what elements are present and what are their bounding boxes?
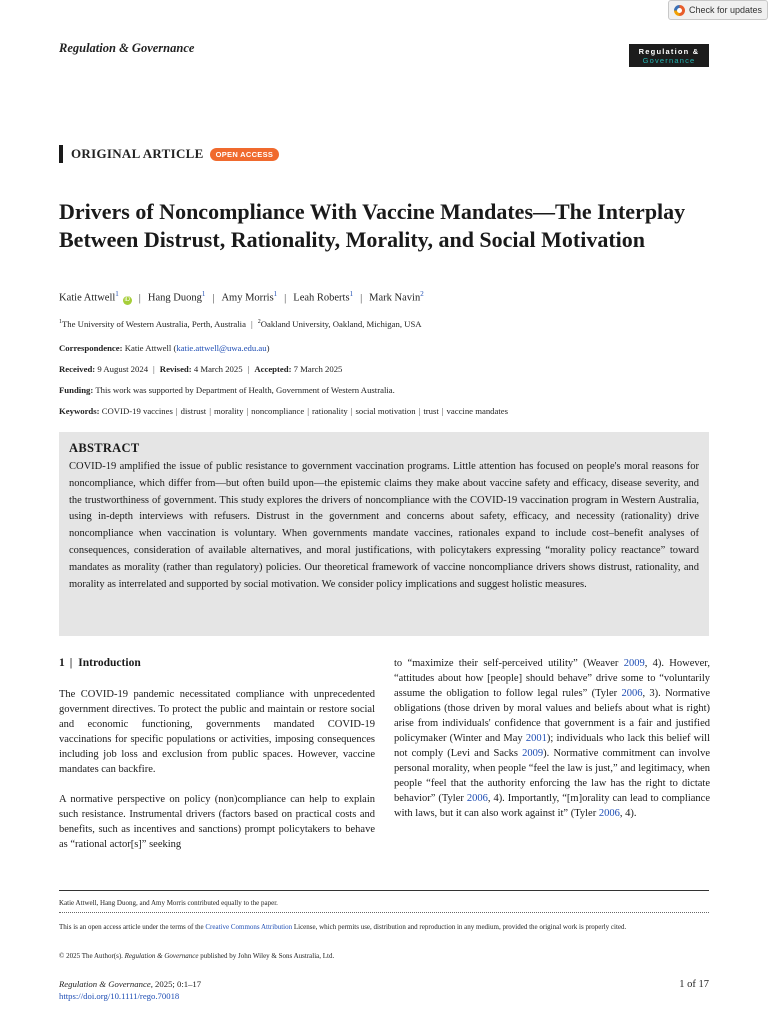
creative-commons-link[interactable]: Creative Commons Attribution (205, 923, 293, 931)
author-duong[interactable]: Hang Duong$^1$ (147, 290, 206, 304)
author-navin[interactable]: Mark Navin$^2$ (369, 290, 424, 304)
abstract-heading: ABSTRACT (69, 441, 140, 455)
keyword-separator: | (209, 406, 211, 416)
keyword-item: trust (423, 406, 439, 416)
keyword-separator: | (246, 406, 249, 416)
orcid-icon[interactable]: iD (124, 296, 131, 303)
journal-logo-line2: Governance (642, 55, 696, 65)
journal-logo (629, 44, 709, 67)
keyword-separator: | (350, 406, 353, 416)
keyword-separator: | (441, 406, 444, 416)
check-for-updates-label: Check for updates (689, 5, 763, 15)
keyword-item: distrust (180, 406, 207, 416)
keyword-separator: | (175, 406, 178, 416)
journal-name: Regulation & Governance (59, 41, 195, 55)
citation-link[interactable]: 2001 (525, 733, 547, 744)
article-type-label: ORIGINAL ARTICLE (71, 146, 204, 161)
paragraph: The COVID-19 pandemic necessitated compliance with unprecedented government directives. To protect the public and maintain or restore social and economic functioning, governments mandated COVID-19 vaccinations for specific populations or activities, imposing consequences including job loss and exclusion from public spaces. However, vaccine mandates can backfire. (59, 689, 375, 775)
keyword-separator: | (307, 406, 309, 416)
keyword-item: morality (213, 406, 244, 416)
article-dates: Received: 9 August 2024 | Revised: 4 March 2025 | Accepted: 7 March 2025 (59, 364, 343, 374)
open-access-badge: OPEN ACCESS (210, 148, 280, 161)
affiliations: $^1$The University of Western Australia, Perth, Australia | $^2$Oakland University, Oakland, Michigan, USA (59, 319, 422, 329)
citation-link[interactable]: 2006 (466, 793, 488, 804)
body-column-left (59, 656, 375, 867)
page-number: 1 of 17 (679, 979, 709, 990)
citation-link[interactable]: 2009 (623, 658, 645, 669)
keyword-item: vaccine mandates (446, 406, 509, 416)
section-heading-introduction: 1 | Introduction (59, 657, 141, 669)
correspondence: Correspondence: Katie Attwell (katie.attwell@uwa.edu.au) (59, 343, 270, 353)
keyword-separator: | (418, 406, 421, 416)
paragraph: A normative perspective on policy (non)compliance can help to explain such resistance. Instrumental drivers (factors based on practical costs and benefits, such as incentives and sanctions) prompt policytakers to behave as “rational actor[s]” seeking (59, 794, 375, 850)
copyright-note: © 2025 The Author(s). Regulation & Governance published by John Wiley & Sons Australia, Ltd. (59, 952, 335, 960)
keyword-item: social motivation (355, 406, 416, 416)
abstract-box (59, 432, 709, 636)
author-roberts[interactable]: Leah Roberts$^1$ (293, 290, 354, 304)
page-footer-citation: Regulation & Governance, 2025; 0:1–17 https://doi.org/10.1111/rego.70018 (59, 979, 202, 1001)
article-title: Drivers of Noncompliance With Vaccine Mandates—The Interplay Between Distrust, Rationality, Morality, and Social Motivation (59, 199, 686, 252)
funding: Funding: This work was supported by Department of Health, Government of Western Australia. (59, 385, 395, 395)
crossmark-icon (674, 5, 685, 16)
body-column-right (394, 656, 710, 836)
article-type (59, 145, 279, 163)
footnote-divider (59, 890, 709, 891)
abstract-text: COVID-19 amplified the issue of public resistance to government vaccination programs. Little attention has focused on people's moral reasons for noncompliance, which differ from—but often build upon—the epistemic claims they make about vaccine safety and efficacy, disease severity, and the trustworthiness of government. This study explores the drivers of noncompliance with the COVID-19 vaccination program in Western Australia, using in-depth interviews with refusers. Distrust in the government and concerns about safety, efficacy, and necessity (rationality) drive noncompliance when vaccination is voluntary. When governments mandate vaccines, rationales expand to include cost–benefit analyses of consequences, consideration of available alternatives, and moral justifications, with policytakers expressing “morality policy reactance” toward mandates as morality (rather than regulatory) policies. Our theoretical framework of vaccine noncompliance drivers shows distrust, rationality, and morality as interrelated and supported by social motivation. We consider policy implications and suggest holistic measures. (69, 461, 699, 590)
author-attwell[interactable]: Katie Attwell$^1$iD (59, 290, 131, 304)
keyword-item: noncompliance (251, 406, 305, 416)
correspondence-email-link[interactable]: katie.attwell@uwa.edu.au (176, 343, 267, 353)
journal-logo-line1: Regulation & (638, 46, 700, 56)
contribution-note: Katie Attwell, Hang Duong, and Amy Morris contributed equally to the paper. (59, 899, 278, 907)
keywords: Keywords: COVID-19 vaccines | distrust | morality | noncompliance | rationality | social motivation | trust | vaccine mandates (59, 406, 509, 416)
check-for-updates-button[interactable] (668, 0, 768, 20)
keyword-item: rationality (312, 406, 348, 416)
author-list: Katie Attwell$^1$iD | Hang Duong$^1$ | Amy Morris$^1$ | Leah Roberts$^1$ | Mark Navin$^2$ (59, 290, 424, 304)
license-note: This is an open access article under the terms of the Creative Commons Attribution License, which permits use, distribution and reproduction in any medium, provided the original work is properly cited. (59, 923, 627, 931)
keyword-item: COVID-19 vaccines (101, 406, 173, 416)
citation-link[interactable]: 2006 (621, 688, 643, 699)
citation-link[interactable]: 2006 (598, 808, 620, 819)
citation-link[interactable]: 2009 (522, 748, 544, 759)
author-morris[interactable]: Amy Morris$^1$ (221, 290, 278, 304)
doi-link[interactable]: https://doi.org/10.1111/rego.70018 (59, 990, 180, 1001)
footnote-dotted-divider (59, 912, 709, 913)
paragraph: to “maximize their self-perceived utility” (Weaver 2009, 4). However, “attitudes about how [people] should behave” drive some to “voluntarily assume the obligation to follow legal rules” (Tyler 2006, 3). Normative obligations (those driven by moral values and beliefs about what is right) arise from individuals' confidence that government is a fair and justified policymaker (Winter and May 2001); individuals who lack this belief will not comply (Levi and Sacks 2009). Normative commitment can involve personal morality, when people “feel the law is just,” and legitimacy, when people “feel that the authority enforcing the law has the right to dictate behavior” (Tyler 2006, 4). Importantly, “[m]orality can lead to compliance with laws, but it can also work against it” (Tyler 2006, 4). (394, 658, 710, 819)
keyword-list (102, 406, 508, 416)
